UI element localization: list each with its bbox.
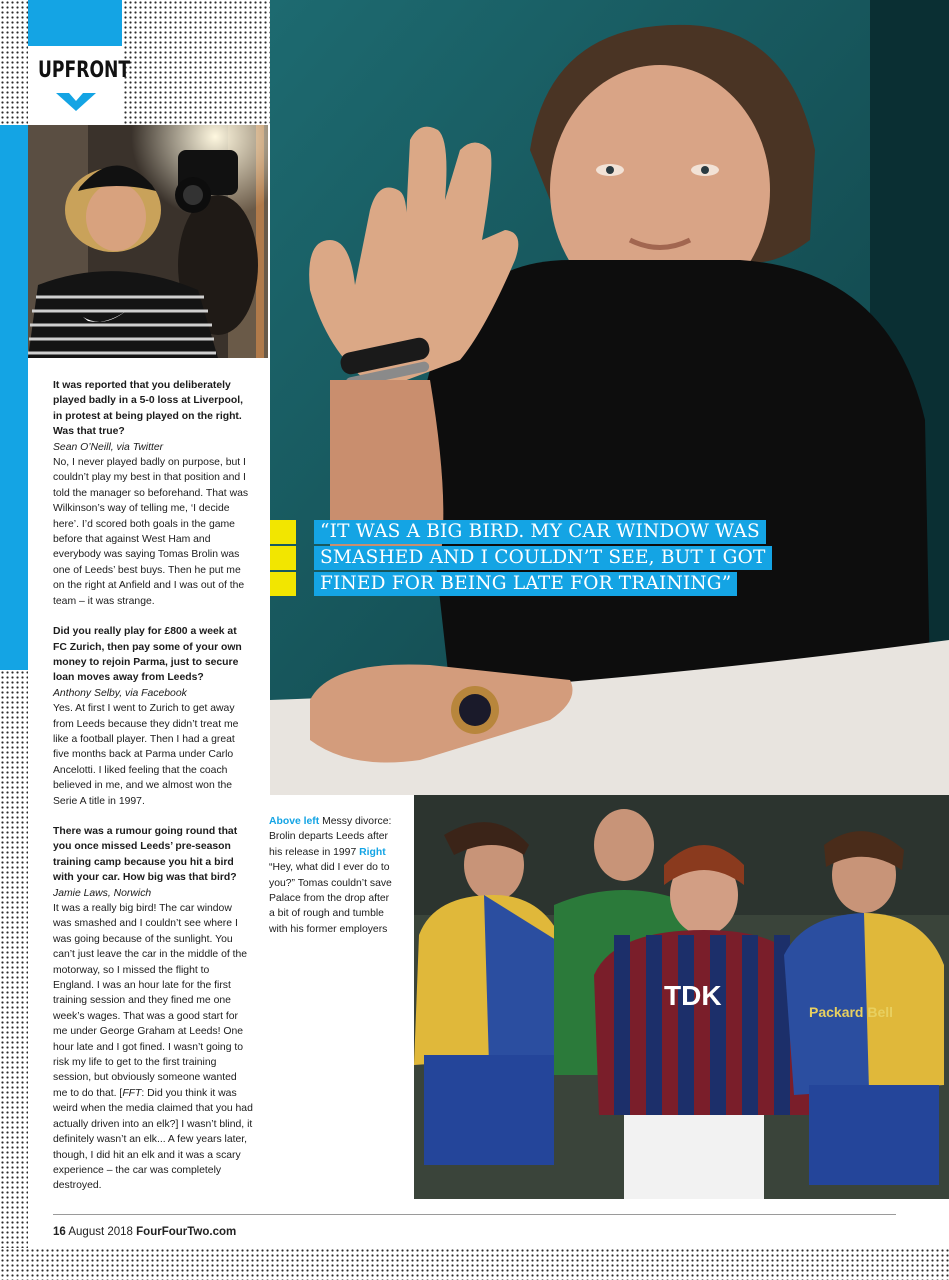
photo-caption bbox=[269, 814, 397, 937]
caption-text: Messy divorce: Brolin departs Leeds after his release in 1997 bbox=[269, 816, 392, 858]
caption-label-right: Right bbox=[359, 846, 386, 858]
chevron-down-icon bbox=[56, 93, 96, 111]
qa-item bbox=[53, 824, 253, 1194]
qa-asker: Sean O’Neill, via Twitter bbox=[53, 441, 164, 453]
caption-text: “Hey, what did I ever do to you?” Tomas couldn’t save Palace from the drop after a bit of rough and tumble with his former employers bbox=[269, 862, 392, 935]
accent-strip bbox=[0, 125, 28, 670]
pull-quote-text: FINED FOR BEING LATE FOR TRAINING” bbox=[314, 572, 737, 596]
section-label-box bbox=[28, 46, 131, 125]
qa-answer: Yes. At first I went to Zurich to get away from Leeds because they didn’t treat me like a football player. Then I had a great five months back at Parma under Carlo Ancelotti. I liked feeling that the coach believed in me, and we almost won the Serie A title in 1997. bbox=[53, 703, 239, 807]
pull-quote-marker bbox=[270, 520, 296, 544]
page-number: 16 bbox=[53, 1226, 66, 1238]
qa-asker: Anthony Selby, via Facebook bbox=[53, 687, 187, 699]
qa-question: Did you really play for £800 a week at FC Zurich, then pay some of your own money to rejoin Parma, just to secure loan moves away from Leeds? bbox=[53, 626, 242, 684]
website: FourFourTwo.com bbox=[136, 1226, 237, 1238]
photo-brolin-portrait bbox=[270, 0, 949, 795]
issue-date: August 2018 bbox=[68, 1226, 133, 1238]
pull-quote-text: SMASHED AND I COULDN’T SEE, BUT I GOT bbox=[314, 546, 772, 570]
qa-asker: Jamie Laws, Norwich bbox=[53, 887, 152, 899]
photo-brolin-leaving-leeds bbox=[28, 125, 268, 358]
qa-item bbox=[53, 378, 253, 609]
qa-answer-fft: FFT bbox=[122, 1087, 142, 1099]
qa-item bbox=[53, 624, 253, 809]
photo-brolin-palace-vs-leeds bbox=[414, 795, 949, 1199]
section-tab bbox=[28, 0, 122, 46]
dot-pattern-bottom bbox=[0, 1248, 949, 1280]
pull-quote-marker bbox=[270, 546, 296, 570]
qa-answer-text: : Did you think it was weird when the media claimed that you had actually driven into an elk?] I wasn’t blind, it definitely wasn’t an elk... A few years later, though, I did hit an elk and it was a scary experience – the car was completely destroyed. bbox=[53, 1087, 253, 1192]
qa-question: It was reported that you deliberately played badly in a 5-0 loss at Liverpool, in protest at being played on the right. Was that true? bbox=[53, 380, 243, 438]
qa-answer bbox=[53, 901, 253, 1194]
sponsor-tdk: TDK bbox=[664, 980, 722, 1011]
caption-label-above-left: Above left bbox=[269, 816, 320, 827]
footer-rule bbox=[53, 1214, 896, 1215]
pull-quote-marker bbox=[270, 572, 296, 596]
qa-answer: No, I never played badly on purpose, but I couldn’t play my best in that position and I told the manager so beforehand. That was Wilkinson’s way of telling me, ‘I decide here’. I’d scored both goals in the game before that against West Ham and everybody was saying Tomas Brolin was one of Leeds’ best buys. Then he put me on the right at Anfield and I was out of the team – it was strange. bbox=[53, 457, 249, 607]
qa-question: There was a rumour going round that you once missed Leeds’ pre-season training camp because you hit a bird with your car. How big was that bird? bbox=[53, 825, 238, 884]
section-label: UPFRONT bbox=[38, 58, 131, 83]
pull-quote-text: “IT WAS A BIG BIRD. MY CAR WINDOW WAS bbox=[314, 520, 766, 544]
qa-column bbox=[53, 378, 253, 1209]
sponsor-packard-bell: Packard Bell bbox=[809, 1004, 894, 1020]
page-footer bbox=[53, 1226, 236, 1238]
qa-answer-text: It was a really big bird! The car window was smashed and I couldn’t see where I was going because of the sunlight. You can’t just leave the car in the middle of the motorway, so I missed the flight to England. I was an hour late for the first training session and they fined me one week’s wages. That was a good start for me under George Graham at Leeds! One hour late and I got fined. I wasn’t going to risk my life to get to the first training session, but obviously someone wanted me to do that. [ bbox=[53, 903, 248, 1099]
